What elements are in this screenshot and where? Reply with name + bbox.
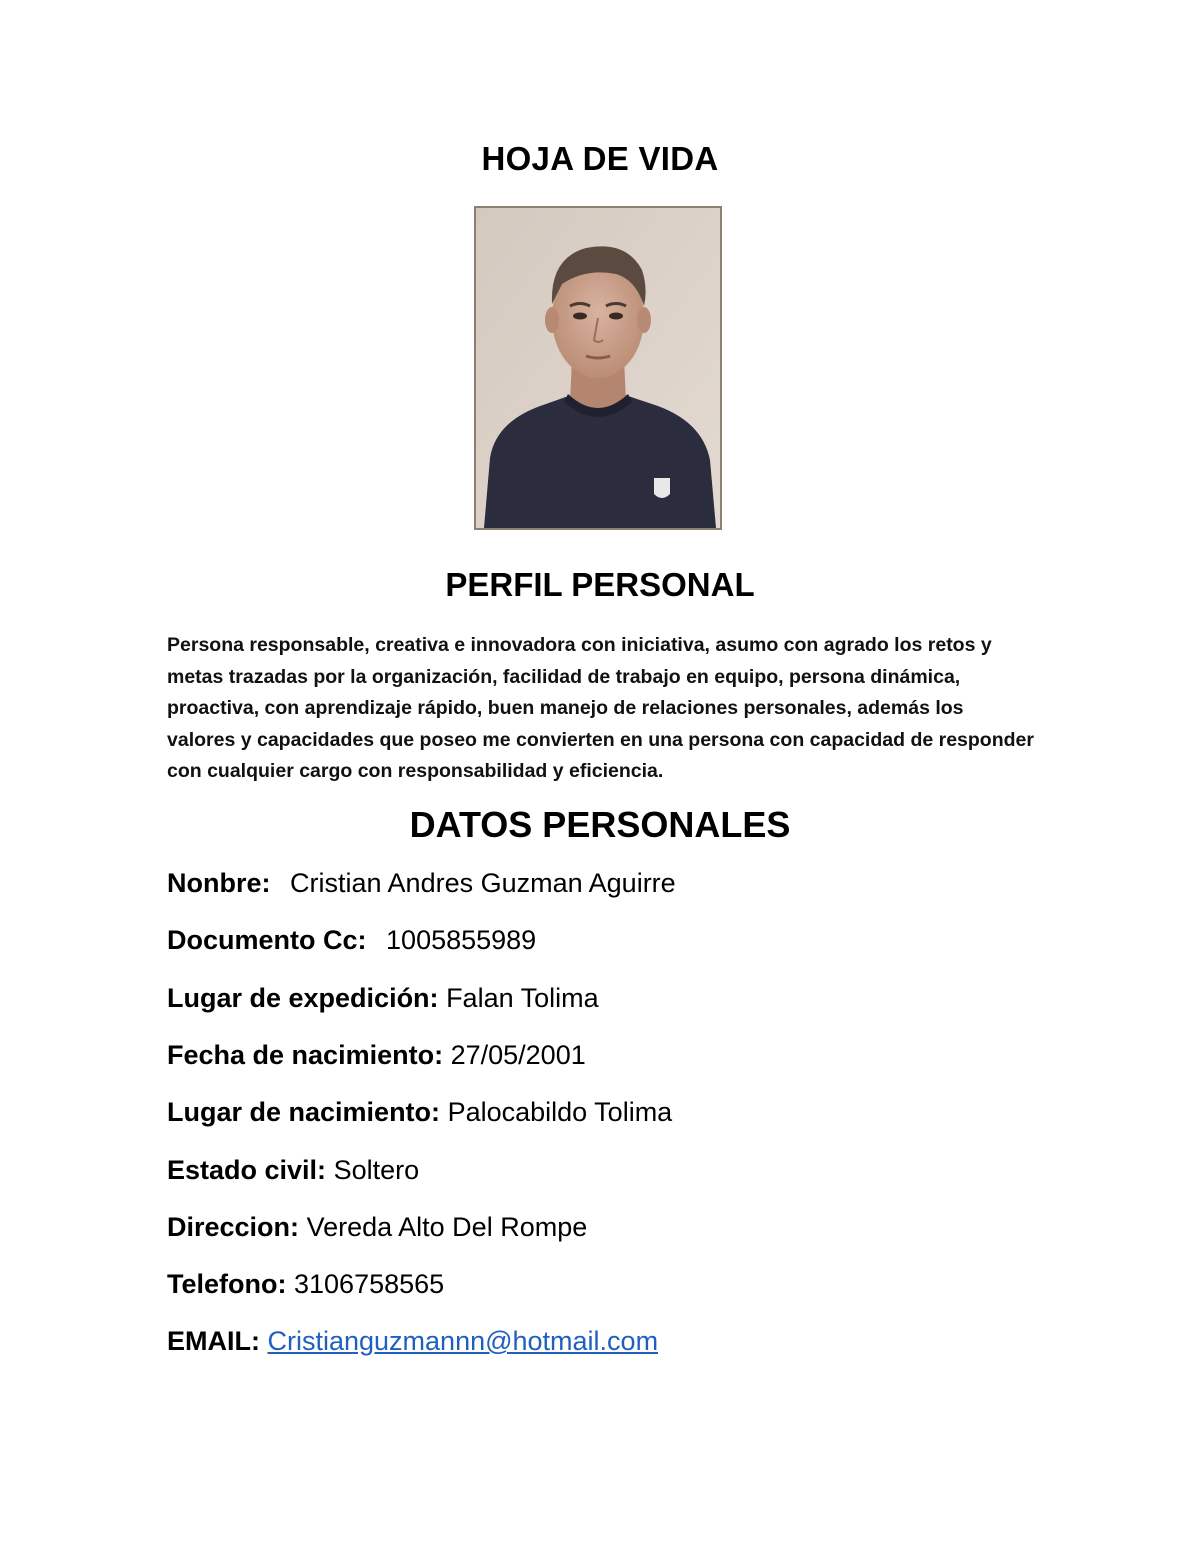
- field-label: EMAIL:: [167, 1326, 260, 1356]
- page-title: HOJA DE VIDA: [481, 140, 719, 177]
- field-value: 3106758565: [294, 1269, 445, 1299]
- field-label: Lugar de nacimiento:: [167, 1097, 441, 1127]
- field-label: Fecha de nacimiento:: [167, 1040, 444, 1070]
- field-telefono: [167, 1269, 444, 1300]
- field-lugar-expedicion: [167, 983, 599, 1014]
- field-value: 27/05/2001: [450, 1040, 586, 1070]
- field-direccion: [167, 1212, 587, 1243]
- perfil-section-title: PERFIL PERSONAL: [445, 566, 755, 603]
- email-link[interactable]: Cristianguzmannn@hotmail.com: [267, 1326, 659, 1356]
- field-label: Nonbre:: [167, 868, 271, 898]
- field-label: Lugar de expedición:: [167, 983, 439, 1013]
- field-nombre: [167, 868, 676, 899]
- datos-section-title: DATOS PERSONALES: [409, 804, 791, 845]
- perfil-description: Persona responsable, creativa e innovadora con iniciativa, asumo con agrado los retos y metas trazadas por la organización, facilidad de trabajo en equipo, persona dinámica, proactiva, con aprendizaje rápido, buen manejo de relaciones personales, además los valores y capacidades que poseo me convierten en una persona con capacidad de responder con cualquier cargo con responsabilidad y eficiencia.: [167, 634, 1034, 782]
- field-documento: [167, 925, 536, 956]
- field-lugar-nacimiento: [167, 1097, 672, 1128]
- field-label: Direccion:: [167, 1212, 300, 1242]
- field-label: Telefono:: [167, 1269, 287, 1299]
- field-value: Cristian Andres Guzman Aguirre: [290, 868, 676, 898]
- field-value: Vereda Alto Del Rompe: [306, 1212, 588, 1242]
- field-label: Estado civil:: [167, 1155, 327, 1185]
- field-fecha-nacimiento: [167, 1040, 586, 1071]
- field-label: Documento Cc:: [167, 925, 367, 955]
- person-photo-icon: [476, 208, 720, 528]
- field-value: 1005855989: [386, 925, 537, 955]
- field-value: Falan Tolima: [446, 983, 599, 1013]
- profile-photo: [474, 206, 722, 530]
- field-value: Palocabildo Tolima: [447, 1097, 673, 1127]
- field-estado-civil: [167, 1155, 419, 1186]
- field-value: Soltero: [333, 1155, 420, 1185]
- field-email: [167, 1326, 658, 1357]
